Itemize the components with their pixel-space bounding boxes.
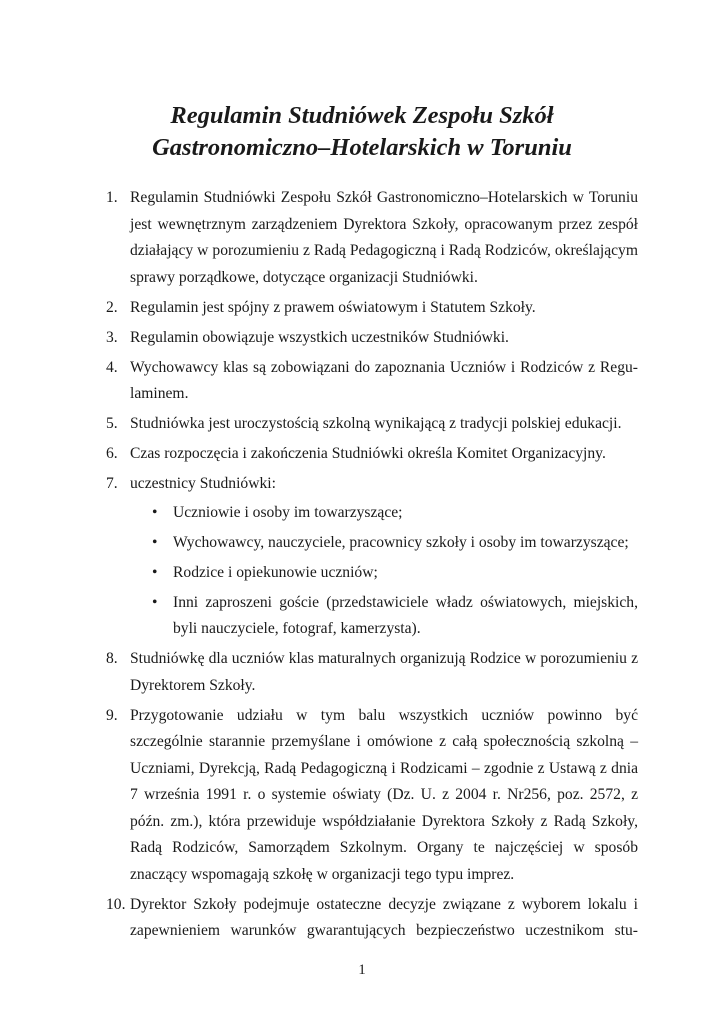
document-title xyxy=(100,100,624,164)
item-number: 6. xyxy=(106,445,118,462)
item-text: Czas rozpoczęcia i zakończenia Studniówki określa Komitet Organizacyjny. xyxy=(130,445,606,462)
regulation-list xyxy=(0,185,724,948)
list-item-9 xyxy=(0,703,724,889)
item-text: Regulamin jest spójny z prawem oświatowym i Statutem Szkoły. xyxy=(130,298,536,316)
list-item-5 xyxy=(0,411,724,438)
item-number: 3. xyxy=(106,328,118,346)
item-text: Studniówka jest uroczystością szkolną wynikającą z tradycji polskiej edukacji. xyxy=(130,415,622,432)
list-item-4 xyxy=(0,355,724,408)
item-number: 4. xyxy=(106,358,118,376)
item-number: 9. xyxy=(106,706,118,724)
participant-item xyxy=(0,560,724,587)
participants-list xyxy=(0,500,724,643)
list-item-8 xyxy=(0,646,724,699)
list-item-7 xyxy=(0,471,724,643)
participant-text: Wychowawcy, nauczyciele, pracownicy szkoły i osoby im towarzyszące; xyxy=(173,533,629,551)
participant-text: Inni zaproszeni goście (przedstawiciele władz oświatowych, miejskich, byli nauczyciele, fotograf, kamerzysta). xyxy=(173,593,638,637)
list-item-10 xyxy=(0,892,724,945)
item-text: uczestnicy Studniówki: xyxy=(130,475,276,492)
participant-text: Rodzice i opiekunowie uczniów; xyxy=(173,563,378,581)
item-number: 1. xyxy=(106,189,118,206)
item-text: Wychowawcy klas są zobowiązani do zapoznania Uczniów i Rodziców z Regulaminem. xyxy=(130,358,638,402)
participant-text: Uczniowie i osoby im towarzyszące; xyxy=(173,503,403,521)
item-text: Przygotowanie udziału w tym balu wszystkich uczniów powinno być szczególnie starannie przemyślane i omówione z całą społecznością szkolną – Uczniami, Dyrekcją, Radą Pedagogiczną i Rodzicami – zgodnie z Ustawą z dnia 7 września 1991 r. o systemie oświaty (Dz. U. z 2004 r. Nr256, poz. 2572, z późn. zm.), która przewiduje współdziałanie Dyrektora Szkoły z Radą Szkoły, Radą Rodziców, Samorządem Szkolnym. Organy te najczęściej w sposób znaczący wspomagają szkołę w organizacji tego typu imprez. xyxy=(130,706,638,883)
bullet-icon: • xyxy=(152,533,158,551)
bullet-icon: • xyxy=(152,503,158,521)
item-text: Studniówkę dla uczniów klas maturalnych organizują Rodzice w porozumieniu z Dyrektorem Szkoły. xyxy=(130,650,638,694)
page-number: 1 xyxy=(358,962,366,978)
list-item-1 xyxy=(0,185,724,291)
item-number: 7. xyxy=(106,475,118,492)
item-text: Dyrektor Szkoły podejmuje ostateczne decyzje związane z wyborem lokalu i zapewnieniem warunków gwarantujących bezpieczeństwo uczestnikom stu- xyxy=(130,895,638,939)
participant-item xyxy=(0,530,724,557)
title-line-2: Gastronomiczno–Hotelarskich w Toruniu xyxy=(152,134,572,161)
participant-item xyxy=(0,500,724,527)
list-item-2 xyxy=(0,295,724,322)
item-text: Regulamin obowiązuje wszystkich uczestników Studniówki. xyxy=(130,328,509,346)
list-item-6 xyxy=(0,441,724,468)
item-number: 5. xyxy=(106,415,118,432)
item-number: 8. xyxy=(106,650,118,667)
item-number: 10. xyxy=(106,895,126,913)
item-text: Regulamin Studniówki Zespołu Szkół Gastronomiczno–Hotelarskich w Toruniu jest wewnętrznym zarządzeniem Dyrektora Szkoły, opracowanym przez zespół działający w porozumieniu z Radą Pedagogiczną i Radą Rodziców, określającym sprawy porządkowe, dotyczące organizacji Studniówki. xyxy=(130,189,638,286)
item-number: 2. xyxy=(106,298,118,316)
bullet-icon: • xyxy=(152,563,158,581)
title-line-1: Regulamin Studniówek Zespołu Szkół xyxy=(170,102,554,129)
bullet-icon: • xyxy=(152,593,158,611)
list-item-3 xyxy=(0,325,724,352)
participant-item xyxy=(0,590,724,643)
